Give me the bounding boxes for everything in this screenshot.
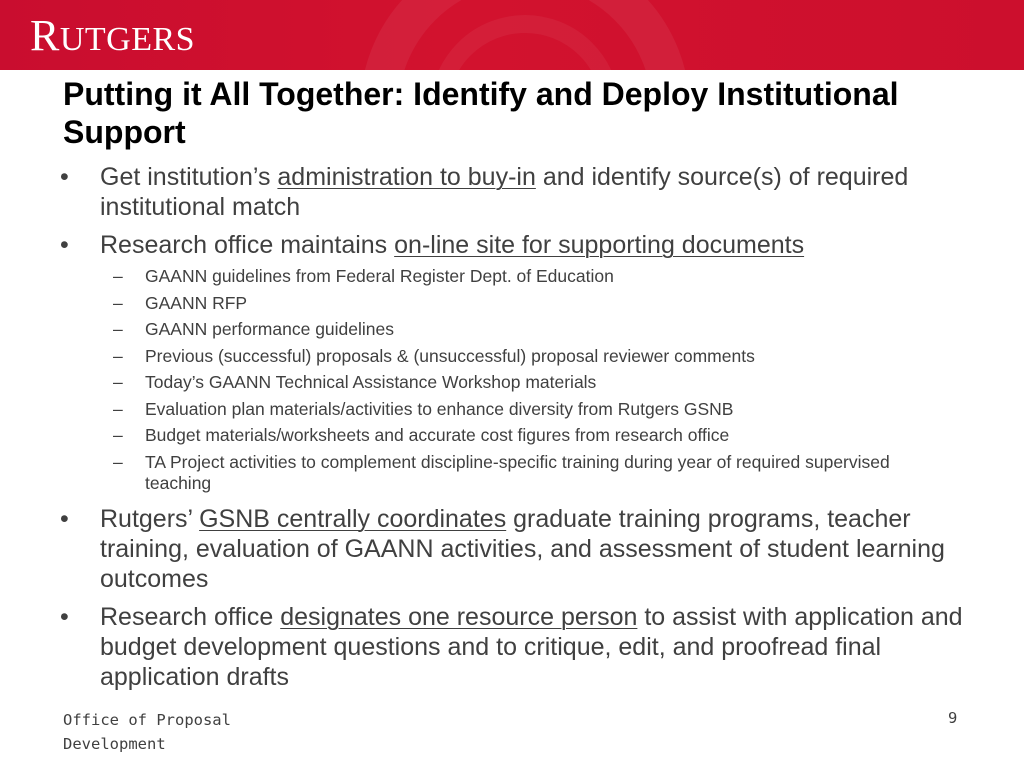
bullet-link-resource-person[interactable]: designates one resource person <box>280 602 638 631</box>
logo-initial: R <box>30 11 60 60</box>
bullet-marker: • <box>60 504 69 533</box>
sub-bullet-text: TA Project activities to complement discipline-specific training during year of required supervised teaching <box>145 451 890 493</box>
logo-rest: UTGERS <box>59 21 196 58</box>
sub-bullet-item <box>0 372 1024 393</box>
sub-bullet-text: GAANN RFP <box>145 292 248 313</box>
sub-bullet-marker: – <box>113 372 123 392</box>
sub-bullet-item <box>0 399 1024 420</box>
sub-bullet-text: Previous (successful) proposals & (unsuccessful) proposal reviewer comments <box>145 345 755 366</box>
page-number: 9 <box>948 709 958 727</box>
sub-bullet-marker: – <box>113 345 123 366</box>
bullet-marker: • <box>60 163 69 191</box>
bullet-link-administration-buy-in[interactable]: administration to buy-in <box>277 163 536 191</box>
sub-bullet-text: Evaluation plan materials/activities to enhance diversity from Rutgers GSNB <box>145 398 734 419</box>
bullet-link-online-site[interactable]: on-line site for supporting documents <box>394 231 805 259</box>
footer-office-name: Office of Proposal Development <box>63 711 231 753</box>
bullet-item <box>0 162 1024 222</box>
sub-bullet-text: Today’s GAANN Technical Assistance Workshop materials <box>145 372 597 392</box>
sub-bullet-marker: – <box>113 425 123 445</box>
sub-bullet-marker: – <box>113 292 123 313</box>
bullet-text: Research office maintains <box>100 231 395 259</box>
sub-bullet-item <box>0 293 1024 314</box>
sub-bullet-list <box>0 266 1024 494</box>
sub-bullet-text: GAANN guidelines from Federal Register Dept. of Education <box>145 266 614 286</box>
bullet-link-gsnb-coordinates[interactable]: GSNB centrally coordinates <box>199 504 507 533</box>
slide-content <box>0 162 1024 700</box>
sub-bullet-item <box>0 452 1024 494</box>
slide-title: Putting it All Together: Identify and Deploy Institutional Support <box>63 76 899 150</box>
header-band <box>0 0 1024 70</box>
sub-bullet-marker: – <box>113 451 123 472</box>
sub-bullet-marker: – <box>113 266 123 286</box>
sub-bullet-item <box>0 319 1024 340</box>
bullet-item <box>0 602 1024 692</box>
bullet-marker: • <box>60 231 69 259</box>
bullet-text: Rutgers’ <box>100 504 200 533</box>
bullet-text: Research office <box>100 602 281 631</box>
bullet-text: to assist with application and budget development questions and to critique, edit, and proofread final application drafts <box>100 602 963 691</box>
bullet-text: graduate training programs, teacher training, evaluation of GAANN activities, and assessment of student learning outcomes <box>100 504 945 593</box>
sub-bullet-marker: – <box>113 319 123 339</box>
bullet-text: and identify source(s) of required institutional match <box>100 163 909 221</box>
sub-bullet-item <box>0 266 1024 287</box>
bullet-item <box>0 230 1024 260</box>
sub-bullet-marker: – <box>113 398 123 419</box>
rutgers-logo <box>30 11 195 65</box>
bullet-text: Get institution’s <box>100 163 278 191</box>
sub-bullet-text: GAANN performance guidelines <box>145 319 395 339</box>
bullet-item <box>0 504 1024 594</box>
sub-bullet-item <box>0 346 1024 367</box>
bullet-marker: • <box>60 602 69 631</box>
sub-bullet-item <box>0 425 1024 446</box>
sub-bullet-text: Budget materials/worksheets and accurate cost figures from research office <box>145 425 730 445</box>
